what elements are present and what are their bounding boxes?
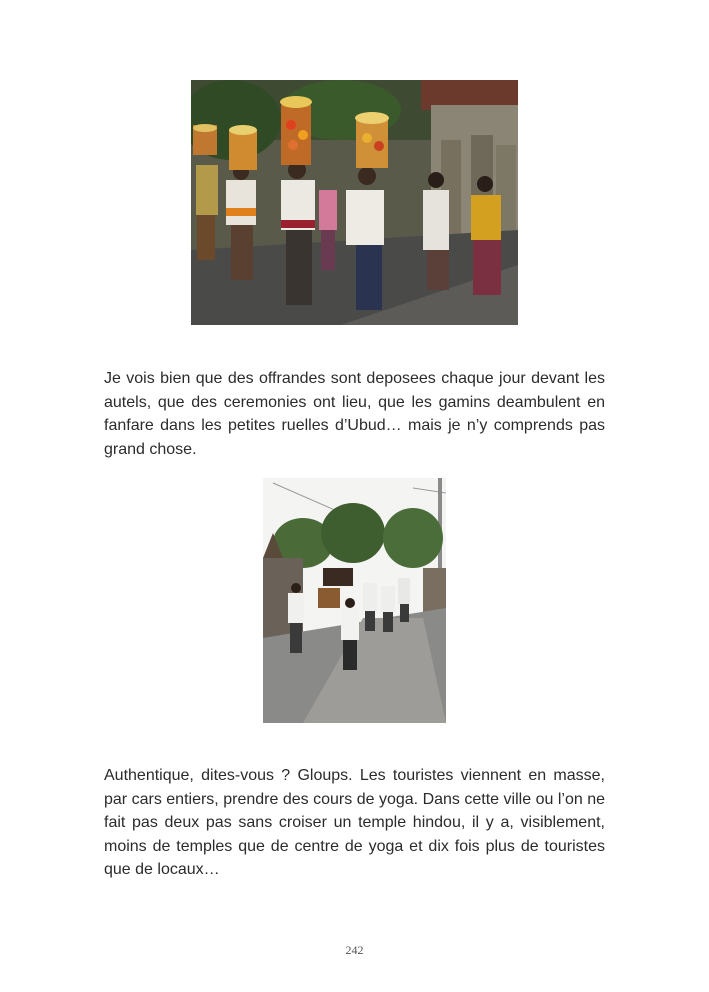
page-number: 242: [345, 943, 364, 957]
street-procession-photo: [263, 478, 446, 723]
paragraph-tourists: Authentique, dites-vous ? Gloups. Les touristes viennent en masse, par cars entiers, prendre des cours de yoga. Dans cette ville ou l’on ne fait pas deux pas sans croiser un temple hindou, il y a, visiblement, moins de temples que de centre de yoga et dix fois plus de touristes que de locaux…: [104, 767, 605, 878]
offering-procession-photo: [191, 80, 518, 325]
paragraph-offerings: Je vois bien que des offrandes sont deposees chaque jour devant les autels, que des ceremonies ont lieu, que les gamins deambulent en fanfare dans les petites ruelles d’Ubud… mais je n’y comprends pas grand chose.: [104, 370, 605, 458]
